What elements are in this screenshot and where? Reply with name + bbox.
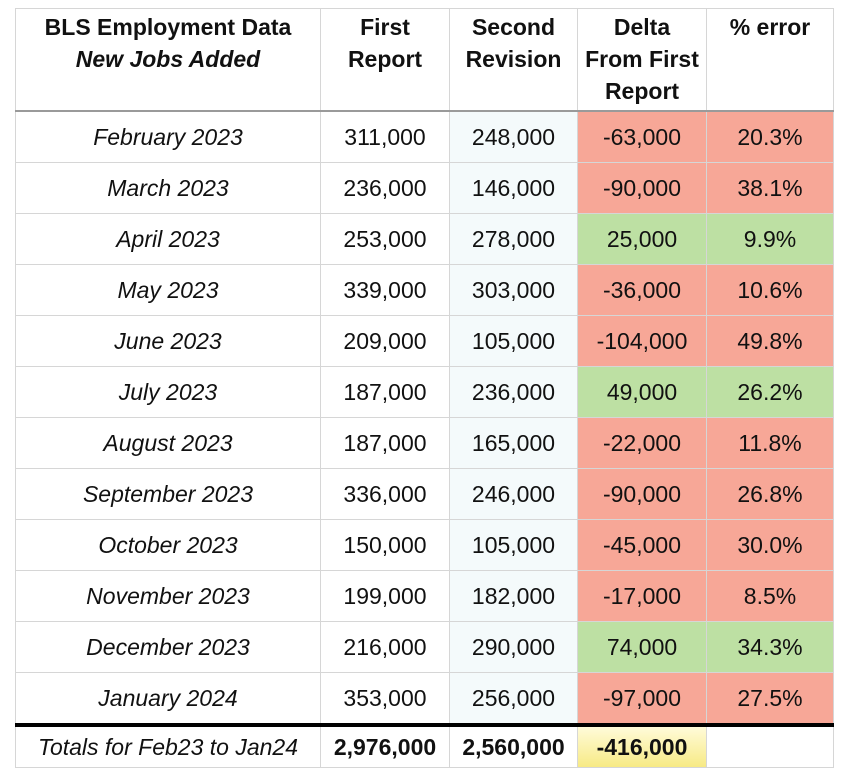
table-row <box>16 367 834 418</box>
month-cell: November 2023 <box>16 571 321 622</box>
header-delta-line2: From First <box>585 46 699 72</box>
table-row <box>16 418 834 469</box>
month-cell: March 2023 <box>16 163 321 214</box>
second-revision-cell: 182,000 <box>450 571 578 622</box>
pct-error-cell: 27.5% <box>707 673 834 726</box>
month-cell: April 2023 <box>16 214 321 265</box>
table-row <box>16 214 834 265</box>
table-row <box>16 265 834 316</box>
first-report-cell: 339,000 <box>321 265 450 316</box>
table-row <box>16 622 834 673</box>
header-pct-line1: % error <box>729 14 811 40</box>
first-report-cell: 150,000 <box>321 520 450 571</box>
totals-first-report: 2,976,000 <box>321 725 450 768</box>
table-row <box>16 673 834 726</box>
table-header <box>16 9 834 112</box>
month-cell: September 2023 <box>16 469 321 520</box>
second-revision-cell: 303,000 <box>450 265 578 316</box>
delta-cell: -90,000 <box>578 469 707 520</box>
month-cell: June 2023 <box>16 316 321 367</box>
totals-delta: -416,000 <box>578 725 707 768</box>
delta-cell: -45,000 <box>578 520 707 571</box>
delta-cell: -63,000 <box>578 111 707 163</box>
second-revision-cell: 105,000 <box>450 316 578 367</box>
header-first-report <box>321 9 450 112</box>
delta-cell: -22,000 <box>578 418 707 469</box>
pct-error-cell: 30.0% <box>707 520 834 571</box>
table-row <box>16 571 834 622</box>
pct-error-cell: 26.8% <box>707 469 834 520</box>
second-revision-cell: 290,000 <box>450 622 578 673</box>
delta-cell: -17,000 <box>578 571 707 622</box>
month-cell: January 2024 <box>16 673 321 726</box>
second-revision-cell: 165,000 <box>450 418 578 469</box>
header-pct-error <box>707 9 834 112</box>
pct-error-cell: 8.5% <box>707 571 834 622</box>
second-revision-cell: 236,000 <box>450 367 578 418</box>
delta-cell: -90,000 <box>578 163 707 214</box>
header-first-line2: Report <box>347 46 423 72</box>
month-cell: October 2023 <box>16 520 321 571</box>
delta-cell: -104,000 <box>578 316 707 367</box>
month-cell: July 2023 <box>16 367 321 418</box>
header-delta <box>578 9 707 112</box>
employment-table-container <box>15 8 833 768</box>
delta-cell: 49,000 <box>578 367 707 418</box>
delta-cell: 25,000 <box>578 214 707 265</box>
month-cell: February 2023 <box>16 111 321 163</box>
delta-cell: 74,000 <box>578 622 707 673</box>
first-report-cell: 253,000 <box>321 214 450 265</box>
pct-error-cell: 11.8% <box>707 418 834 469</box>
bls-employment-table <box>15 8 834 768</box>
second-revision-cell: 278,000 <box>450 214 578 265</box>
first-report-cell: 199,000 <box>321 571 450 622</box>
table-body <box>16 111 834 768</box>
header-row <box>16 9 834 112</box>
delta-cell: -97,000 <box>578 673 707 726</box>
first-report-cell: 187,000 <box>321 418 450 469</box>
second-revision-cell: 246,000 <box>450 469 578 520</box>
pct-error-cell: 34.3% <box>707 622 834 673</box>
first-report-cell: 311,000 <box>321 111 450 163</box>
pct-error-cell: 20.3% <box>707 111 834 163</box>
pct-error-cell: 38.1% <box>707 163 834 214</box>
first-report-cell: 187,000 <box>321 367 450 418</box>
pct-error-cell: 49.8% <box>707 316 834 367</box>
second-revision-cell: 248,000 <box>450 111 578 163</box>
header-second-line1: Second <box>471 14 556 40</box>
header-month <box>16 9 321 112</box>
first-report-cell: 216,000 <box>321 622 450 673</box>
first-report-cell: 336,000 <box>321 469 450 520</box>
delta-cell: -36,000 <box>578 265 707 316</box>
header-month-title: BLS Employment Data <box>44 14 292 40</box>
month-cell: August 2023 <box>16 418 321 469</box>
second-revision-cell: 146,000 <box>450 163 578 214</box>
header-delta-line3: Report <box>604 78 680 104</box>
header-second-revision <box>450 9 578 112</box>
header-second-line2: Revision <box>465 46 562 72</box>
month-cell: May 2023 <box>16 265 321 316</box>
totals-row <box>16 725 834 768</box>
totals-pct-error <box>707 725 834 768</box>
pct-error-cell: 9.9% <box>707 214 834 265</box>
pct-error-cell: 26.2% <box>707 367 834 418</box>
table-row <box>16 316 834 367</box>
pct-error-cell: 10.6% <box>707 265 834 316</box>
table-row <box>16 163 834 214</box>
second-revision-cell: 256,000 <box>450 673 578 726</box>
second-revision-cell: 105,000 <box>450 520 578 571</box>
table-row <box>16 469 834 520</box>
header-first-line1: First <box>360 14 410 40</box>
first-report-cell: 353,000 <box>321 673 450 726</box>
totals-second-revision: 2,560,000 <box>450 725 578 768</box>
totals-label: Totals for Feb23 to Jan24 <box>16 725 321 768</box>
header-delta-line1: Delta <box>613 14 671 40</box>
first-report-cell: 236,000 <box>321 163 450 214</box>
month-cell: December 2023 <box>16 622 321 673</box>
first-report-cell: 209,000 <box>321 316 450 367</box>
header-month-subtitle: New Jobs Added <box>75 46 261 72</box>
table-row <box>16 111 834 163</box>
table-row <box>16 520 834 571</box>
